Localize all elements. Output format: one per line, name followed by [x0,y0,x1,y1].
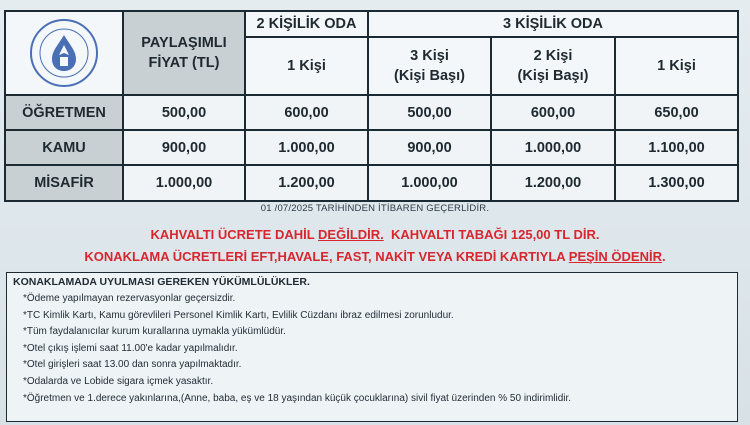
price-cell: 600,00 [491,95,615,130]
shared-price-header: PAYLAŞIMLI FİYAT (TL) [123,11,245,95]
sub-header-3room-2person: 2 Kişi (Kişi Başı) [491,37,615,95]
price-cell: 1.300,00 [615,165,738,201]
row-label: KAMU [5,130,123,165]
rules-list [13,291,731,407]
breakfast-notice-part1: KAHVALTI ÜCRETE DAHİL [150,227,319,242]
price-cell: 500,00 [123,95,245,130]
logo-cell [5,11,123,95]
list-item: *TC Kimlik Kartı, Kamu görevlileri Personel Kimlik Kartı, Evlilik Cüzdanı ibraz edilmesi zorunludur. [23,309,454,321]
ogretmenevi-logo [28,17,100,89]
valid-from-date: 01 /07/2025 TARİHİNDEN İTİBAREN GEÇERLİDİR. [260,203,490,214]
two-person-room-header: 2 KİŞİLİK ODA [245,11,368,37]
row-label: ÖĞRETMEN [5,95,123,130]
list-item: *Otel çıkış işlemi saat 11.00'e kadar yapılmalıdır. [23,342,238,354]
payment-notice-part2: . [661,249,666,264]
price-cell: 1.200,00 [245,165,368,201]
rules-title: KONAKLAMADA UYULMASI GEREKEN YÜKÜMLÜLÜKLER. [13,276,310,288]
price-cell: 900,00 [368,130,491,165]
table-row-kamu [5,130,738,165]
sub-header-2room-1person: 1 Kişi [245,37,368,95]
payment-notice-part1: KONAKLAMA ÜCRETLERİ EFT,HAVALE, FAST, NAKİT VEYA KREDİ KARTIYLA [84,249,569,264]
price-cell: 1.100,00 [615,130,738,165]
price-cell: 1.000,00 [245,130,368,165]
breakfast-notice-underlined: DEĞİLDİR. [318,227,384,242]
table-row-misafir [5,165,738,201]
breakfast-notice-part2: KAHVALTI TABAĞI 125,00 TL DİR. [383,227,600,242]
list-item: *Tüm faydalanıcılar kurum kurallarına uymakla yükümlüdür. [23,326,286,338]
table-row-ogretmen [5,95,738,130]
price-cell: 650,00 [615,95,738,130]
payment-notice [0,249,750,264]
list-item: *Otel girişleri saat 13.00 dan sonra yapılmaktadır. [23,359,242,371]
breakfast-notice [0,227,750,242]
price-cell: 1.000,00 [123,165,245,201]
three-person-room-header: 3 KİŞİLİK ODA [368,11,738,37]
payment-notice-underlined: PEŞİN ÖDENİR [568,249,662,264]
price-cell: 500,00 [368,95,491,130]
price-cell: 1.000,00 [368,165,491,201]
price-table [4,10,739,202]
row-label: MİSAFİR [5,165,123,201]
rules-box [6,272,738,422]
sub-header-3room-3person: 3 Kişi (Kişi Başı) [368,37,491,95]
price-cell: 1.200,00 [491,165,615,201]
price-cell: 900,00 [123,130,245,165]
price-cell: 1.000,00 [491,130,615,165]
list-item: *Odalarda ve Lobide sigara içmek yasaktır. [23,375,214,387]
list-item: *Öğretmen ve 1.derece yakınlarına,(Anne, baba, eş ve 18 yaşından küçük çocuklarına) sivil fiyat üzerinden % 50 indirimlidir. [23,392,572,404]
price-cell: 600,00 [245,95,368,130]
list-item: *Ödeme yapılmayan rezervasyonlar geçersizdir. [23,293,236,304]
sub-header-3room-1person: 1 Kişi [615,37,738,95]
